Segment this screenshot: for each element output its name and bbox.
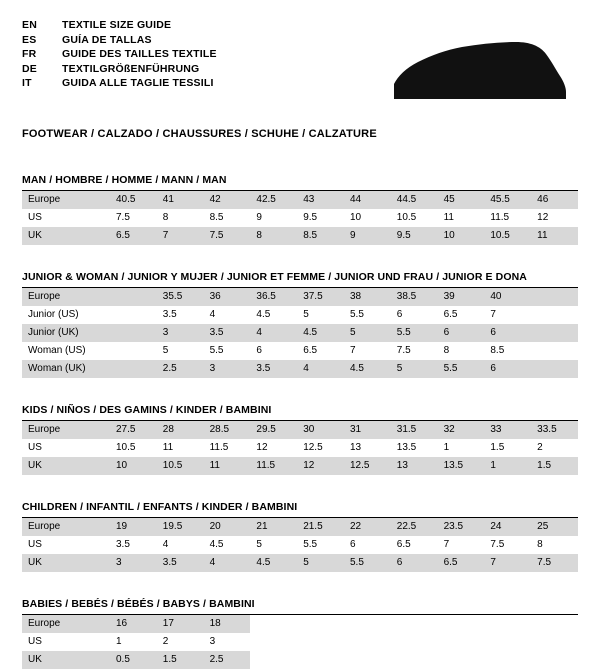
cell: 7	[484, 554, 531, 572]
cell: 42	[204, 191, 251, 209]
cell: 2.5	[157, 360, 204, 378]
cell: 22.5	[391, 518, 438, 536]
row-label: Woman (US)	[28, 345, 86, 356]
table-row	[22, 288, 578, 306]
language-title: GUIDE DES TAILLES TEXTILE	[62, 48, 217, 60]
row-label: Europe	[22, 191, 110, 209]
cell: 7	[443, 539, 450, 550]
cell	[110, 288, 157, 306]
table-row	[22, 633, 578, 651]
cell: 5.5	[438, 360, 485, 378]
cell: 8	[162, 212, 169, 223]
table-row	[22, 439, 578, 457]
cell: 6	[256, 345, 262, 356]
row-label: Junior (US)	[28, 309, 79, 320]
cell: 4.5	[209, 539, 224, 550]
cell: 7	[349, 345, 356, 356]
cell: 6	[349, 539, 356, 550]
cell: 44	[344, 191, 391, 209]
cell: 21	[250, 518, 297, 536]
table-row	[22, 536, 578, 554]
cell: 3.5	[157, 554, 204, 572]
cell: 6.5	[443, 309, 458, 320]
cell: 35.5	[157, 288, 204, 306]
cell: 7.5	[396, 345, 411, 356]
cell: 6	[438, 324, 485, 342]
cell: 10	[438, 227, 485, 245]
group-kids	[22, 404, 578, 475]
cell: 33	[484, 421, 531, 439]
row-label: UK	[22, 554, 110, 572]
language-title: TEXTILGRÖßENFÜHRUNG	[62, 62, 200, 75]
cell: 25	[531, 518, 578, 536]
cell: 5	[303, 309, 309, 320]
cell: 23.5	[438, 518, 485, 536]
cell: 9.5	[391, 227, 438, 245]
table-row	[22, 615, 578, 633]
table-row	[22, 191, 578, 209]
cell: 31.5	[391, 421, 438, 439]
cell: 8	[250, 227, 297, 245]
cell: 32	[438, 421, 485, 439]
row-label: US	[28, 212, 42, 223]
cell: 10.5	[157, 457, 204, 475]
table-row	[22, 209, 578, 227]
cell: 3	[209, 636, 216, 647]
cell: 3	[157, 324, 204, 342]
language-title-list	[22, 18, 217, 91]
cell	[531, 360, 578, 378]
language-title: TEXTILE SIZE GUIDE	[62, 19, 172, 31]
size-table-children	[22, 518, 578, 572]
table-row	[22, 360, 578, 378]
cell: 28	[157, 421, 204, 439]
cell	[110, 324, 157, 342]
cell: 6.5	[438, 554, 485, 572]
table-row	[22, 518, 578, 536]
cell: 5.5	[391, 324, 438, 342]
cell: 43	[297, 191, 344, 209]
row-label: Europe	[22, 518, 110, 536]
row-label: Woman (UK)	[22, 360, 110, 378]
cell: 1	[443, 442, 450, 453]
cell: 41	[157, 191, 204, 209]
group-label: JUNIOR & WOMAN / JUNIOR Y MUJER / JUNIOR ET FEMME / JUNIOR UND FRAU / JUNIOR E DONA	[22, 271, 578, 288]
group-children	[22, 501, 578, 572]
language-code: IT	[22, 77, 32, 89]
cell: 11	[531, 227, 578, 245]
cell: 12.5	[303, 442, 323, 453]
cell: 13	[391, 457, 438, 475]
cell	[531, 324, 578, 342]
cell: 5	[344, 324, 391, 342]
cell: 5.5	[209, 345, 224, 356]
cell: 4.5	[250, 554, 297, 572]
cell: 7.5	[531, 554, 578, 572]
cell: 5	[256, 539, 262, 550]
cell: 37.5	[297, 288, 344, 306]
size-table-junior-woman	[22, 288, 578, 378]
table-row	[22, 306, 578, 324]
group-label: CHILDREN / INFANTIL / ENFANTS / KINDER / BAMBINI	[22, 501, 578, 518]
cell: 6	[391, 554, 438, 572]
cell: 22	[344, 518, 391, 536]
cell: 7.5	[116, 212, 130, 223]
language-code: ES	[22, 33, 37, 46]
cell: 5.5	[349, 309, 364, 320]
category-title: FOOTWEAR / CALZADO / CHAUSSURES / SCHUHE / CALZATURE	[22, 128, 377, 140]
cell: 10.5	[396, 212, 417, 223]
cell	[110, 306, 157, 324]
cell: 19.5	[157, 518, 204, 536]
cell: 11.5	[490, 212, 510, 223]
language-title: GUÍA DE TALLAS	[62, 33, 152, 46]
language-title: GUIDA ALLE TAGLIE TESSILI	[62, 77, 214, 89]
cell: 5	[297, 554, 344, 572]
group-babies	[22, 598, 578, 669]
cell: 6	[484, 360, 531, 378]
cell: 36.5	[250, 288, 297, 306]
cell: 2	[537, 442, 543, 453]
cell: 39	[438, 288, 485, 306]
table-row	[22, 651, 578, 669]
language-row	[22, 76, 217, 91]
cell: 21.5	[297, 518, 344, 536]
cell: 20	[204, 518, 251, 536]
cell: 2.5	[204, 651, 251, 669]
cell: 36	[204, 288, 251, 306]
cell: 12	[297, 457, 344, 475]
language-code: EN	[22, 19, 37, 31]
cell: 1.5	[490, 442, 505, 453]
language-row	[22, 62, 217, 77]
cell: 6.5	[396, 539, 411, 550]
cell: 16	[110, 615, 157, 633]
cell: 11	[204, 457, 251, 475]
cell: 13.5	[396, 442, 417, 453]
language-row	[22, 18, 217, 33]
cell: 3.5	[204, 324, 251, 342]
cell: 9.5	[303, 212, 318, 223]
cell-empty	[250, 651, 578, 669]
table-row	[22, 342, 578, 360]
document-header	[22, 18, 578, 110]
cell: 11	[443, 212, 454, 223]
cell: 8.5	[209, 212, 224, 223]
cell: 18	[204, 615, 251, 633]
cell: 19	[110, 518, 157, 536]
cell: 5	[391, 360, 438, 378]
cell: 28.5	[204, 421, 251, 439]
cell	[110, 360, 157, 378]
cell: 1.5	[157, 651, 204, 669]
cell-empty	[250, 633, 578, 651]
cell: 7	[157, 227, 204, 245]
cell: 5	[162, 345, 169, 356]
cell: 4	[204, 554, 251, 572]
cell: 6	[396, 309, 403, 320]
row-label: UK	[22, 227, 110, 245]
cell: 31	[344, 421, 391, 439]
group-label: KIDS / NIÑOS / DES GAMINS / KINDER / BAMBINI	[22, 404, 578, 421]
cell: 8	[443, 345, 450, 356]
cell: 12	[256, 442, 268, 453]
group-label: BABIES / BEBÉS / BÉBÉS / BABYS / BAMBINI	[22, 598, 578, 615]
language-code: FR	[22, 48, 37, 60]
cell: 6.5	[110, 227, 157, 245]
cell: 4	[209, 309, 216, 320]
group-junior-woman	[22, 271, 578, 378]
cell: 1.5	[531, 457, 578, 475]
cell: 4.5	[344, 360, 391, 378]
cell: 4.5	[256, 309, 271, 320]
row-label: US	[28, 442, 42, 453]
cell: 4	[297, 360, 344, 378]
cell	[531, 306, 578, 324]
cell: 9	[256, 212, 262, 223]
cell: 3	[110, 554, 157, 572]
cell: 29.5	[250, 421, 297, 439]
cell: 4	[250, 324, 297, 342]
cell: 5.5	[344, 554, 391, 572]
table-row	[22, 324, 578, 342]
cell: 0.5	[110, 651, 157, 669]
cell: 17	[157, 615, 204, 633]
cell: 10.5	[484, 227, 531, 245]
cell: 7.5	[490, 539, 505, 550]
cell: 10	[110, 457, 157, 475]
cell: 11	[162, 442, 174, 453]
cell	[531, 288, 578, 306]
cell: 2	[162, 636, 169, 647]
cell: 10	[349, 212, 362, 223]
cell: 1	[484, 457, 531, 475]
language-row	[22, 33, 217, 48]
cell: 42.5	[250, 191, 297, 209]
cell: 8.5	[490, 345, 505, 356]
cell: 3.5	[162, 309, 177, 320]
cell: 10.5	[116, 442, 136, 453]
size-table-kids	[22, 421, 578, 475]
cell: 44.5	[391, 191, 438, 209]
row-label: US	[28, 636, 42, 647]
cell: 45	[438, 191, 485, 209]
cell: 11.5	[250, 457, 297, 475]
table-row	[22, 554, 578, 572]
cell: 45.5	[484, 191, 531, 209]
cell: 7	[490, 309, 496, 320]
row-label: Junior (UK)	[22, 324, 110, 342]
row-label: Europe	[22, 288, 110, 306]
cell: 8	[537, 539, 543, 550]
cell: 13.5	[438, 457, 485, 475]
cell: 4	[162, 539, 169, 550]
cell: 30	[297, 421, 344, 439]
cell: 3.5	[116, 539, 130, 550]
cell: 27.5	[110, 421, 157, 439]
cell: 5.5	[303, 539, 318, 550]
row-label: UK	[22, 651, 110, 669]
cell: 6	[484, 324, 531, 342]
cell: 3.5	[250, 360, 297, 378]
cell: 7.5	[204, 227, 251, 245]
cell: 9	[344, 227, 391, 245]
cell: 13	[349, 442, 362, 453]
row-label: US	[28, 539, 42, 550]
cell: 4.5	[297, 324, 344, 342]
cell: 12	[537, 212, 549, 223]
row-label: Europe	[22, 421, 110, 439]
cell: 6.5	[303, 345, 318, 356]
cell	[110, 342, 157, 360]
cell	[531, 342, 578, 360]
language-code: DE	[22, 62, 37, 75]
group-man	[22, 174, 578, 245]
dress-shoe-icon	[388, 36, 568, 107]
size-table-babies	[22, 615, 578, 669]
language-row	[22, 47, 217, 62]
cell: 40.5	[110, 191, 157, 209]
size-table-man	[22, 191, 578, 245]
cell: 38	[344, 288, 391, 306]
cell: 33.5	[531, 421, 578, 439]
table-row	[22, 457, 578, 475]
cell: 24	[484, 518, 531, 536]
cell: 3	[204, 360, 251, 378]
cell: 12.5	[344, 457, 391, 475]
group-label: MAN / HOMBRE / HOMME / MANN / MAN	[22, 174, 578, 191]
cell: 11.5	[209, 442, 229, 453]
cell: 38.5	[391, 288, 438, 306]
cell: 46	[531, 191, 578, 209]
table-row	[22, 227, 578, 245]
cell-empty	[250, 615, 578, 633]
cell: 8.5	[297, 227, 344, 245]
row-label: Europe	[22, 615, 110, 633]
table-row	[22, 421, 578, 439]
row-label: UK	[22, 457, 110, 475]
cell: 40	[484, 288, 531, 306]
cell: 1	[116, 636, 122, 647]
